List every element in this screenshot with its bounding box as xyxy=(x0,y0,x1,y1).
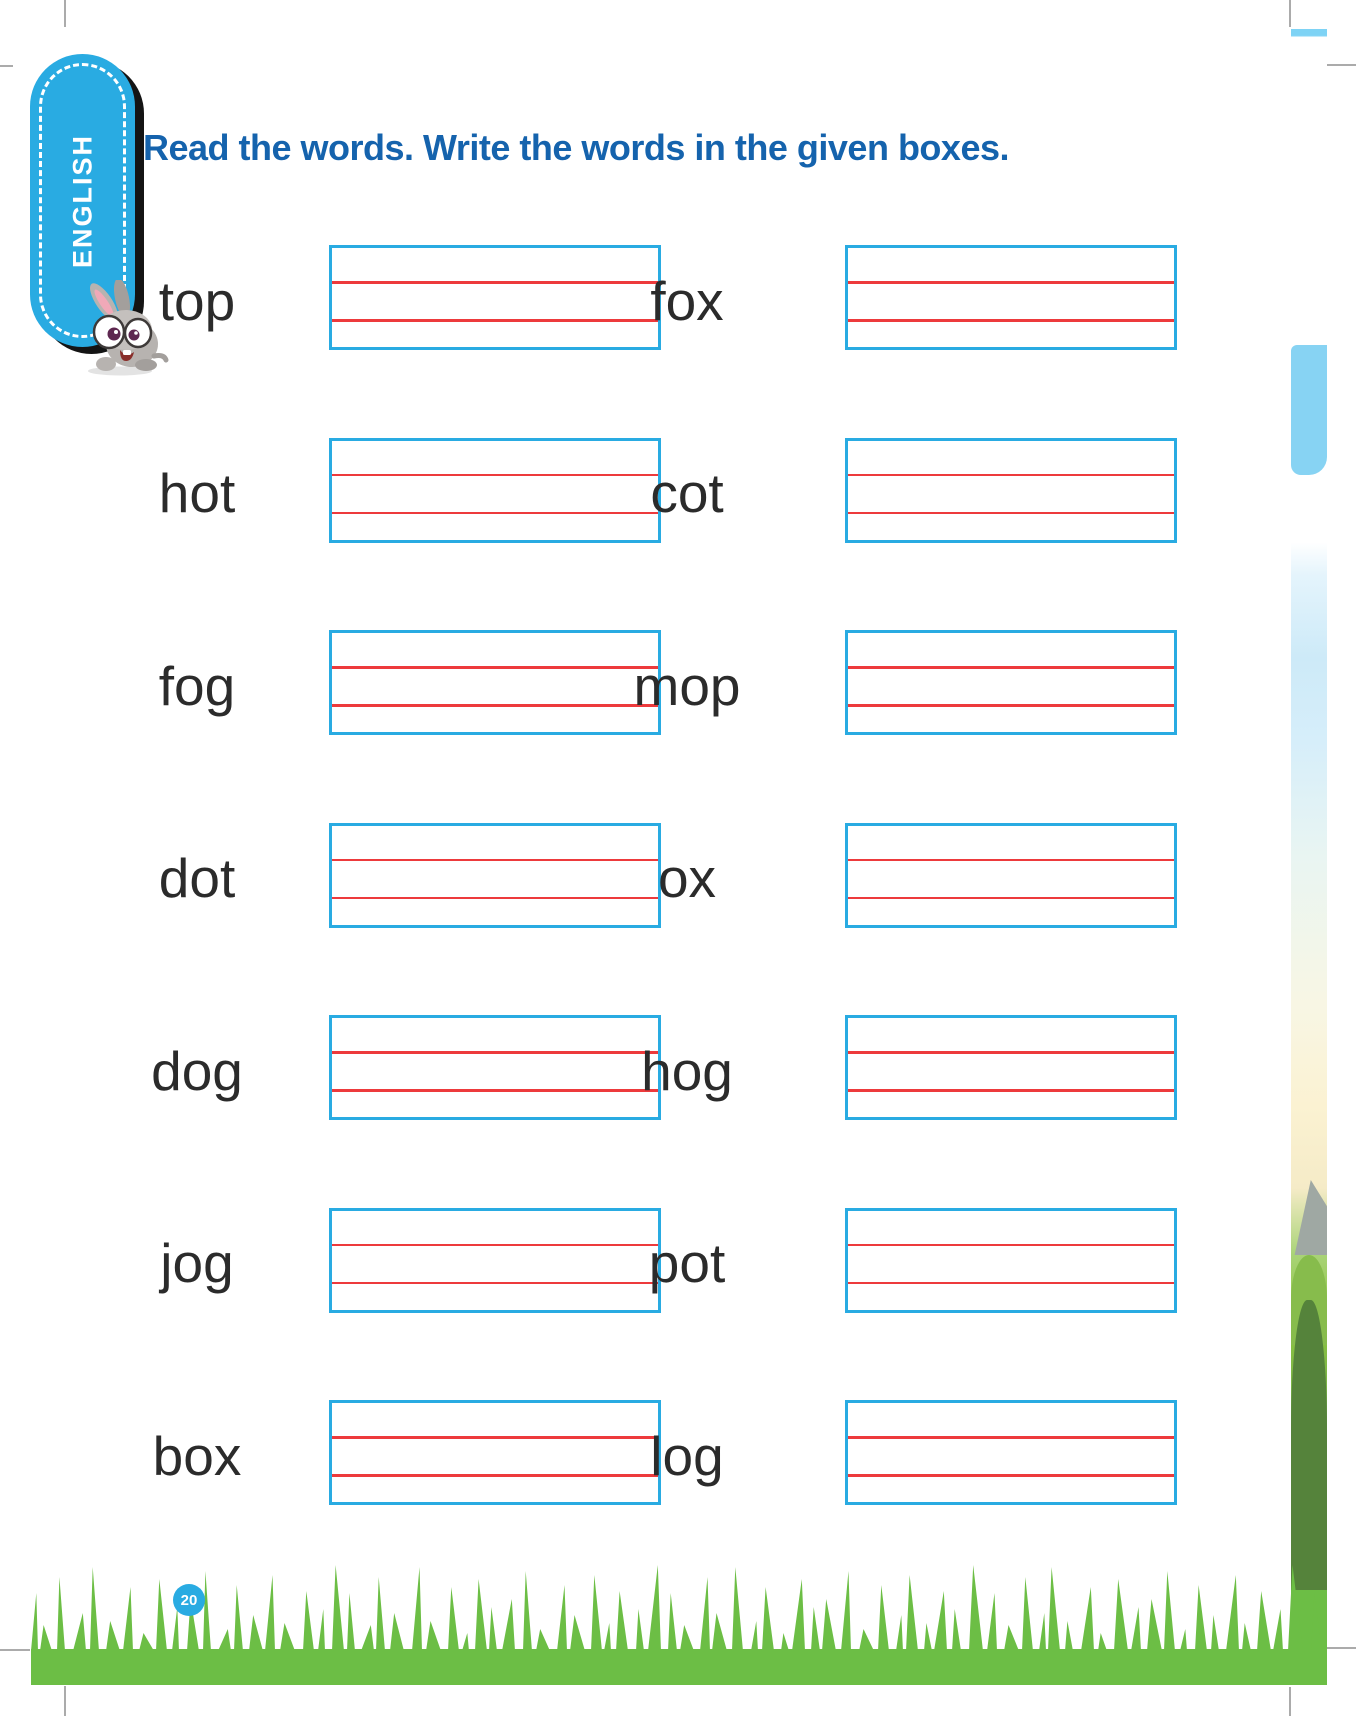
word-label: box xyxy=(152,1424,242,1487)
crop-mark xyxy=(64,1686,66,1716)
crop-mark xyxy=(0,1649,30,1651)
word-label: log xyxy=(650,1424,724,1487)
worksheet-row xyxy=(0,630,1356,735)
guide-line xyxy=(848,512,1174,515)
guide-line xyxy=(848,897,1174,900)
word-label: fox xyxy=(650,269,724,332)
subject-tab-label: ENGLISH xyxy=(67,133,97,268)
guide-line xyxy=(848,1436,1174,1439)
guide-line xyxy=(848,1089,1174,1092)
crop-mark xyxy=(1327,64,1356,66)
writing-box[interactable] xyxy=(845,245,1177,350)
worksheet-row xyxy=(0,1015,1356,1120)
guide-line xyxy=(848,319,1174,322)
writing-box[interactable] xyxy=(845,438,1177,543)
crop-mark xyxy=(0,65,13,67)
crop-mark xyxy=(1289,0,1291,27)
word-label: dog xyxy=(151,1039,243,1102)
crop-mark xyxy=(1289,1687,1291,1716)
word-label: pot xyxy=(648,1232,726,1294)
word-label: hot xyxy=(158,462,236,524)
guide-line xyxy=(848,704,1174,707)
grass-border-image xyxy=(31,1555,1327,1685)
worksheet-row xyxy=(0,1400,1356,1505)
word-label: fog xyxy=(158,654,236,717)
instruction-title: Read the words. Write the words in the given boxes. xyxy=(143,127,1009,168)
guide-line xyxy=(848,1282,1174,1285)
guide-line xyxy=(848,281,1174,284)
guide-line xyxy=(848,1244,1174,1247)
word-label: jog xyxy=(160,1232,234,1294)
word-label: mop xyxy=(633,654,741,717)
page-number-badge: 20 xyxy=(173,1584,205,1616)
guide-line xyxy=(848,474,1174,477)
guide-line xyxy=(848,666,1174,669)
guide-line xyxy=(848,1051,1174,1054)
word-label: cot xyxy=(650,462,724,524)
worksheet-row xyxy=(0,823,1356,928)
writing-box[interactable] xyxy=(845,1015,1177,1120)
crop-mark xyxy=(1327,1647,1356,1649)
writing-box[interactable] xyxy=(845,823,1177,928)
worksheet-row xyxy=(0,438,1356,543)
guide-line xyxy=(848,859,1174,862)
word-label: dot xyxy=(158,847,236,909)
writing-box[interactable] xyxy=(845,630,1177,735)
worksheet-row xyxy=(0,245,1356,350)
word-label: ox xyxy=(657,847,717,909)
crop-mark xyxy=(64,0,66,27)
word-label: top xyxy=(158,269,236,332)
word-label: hog xyxy=(641,1039,733,1102)
writing-box[interactable] xyxy=(845,1400,1177,1505)
writing-box[interactable] xyxy=(845,1208,1177,1313)
guide-line xyxy=(848,1474,1174,1477)
worksheet-row xyxy=(0,1208,1356,1313)
